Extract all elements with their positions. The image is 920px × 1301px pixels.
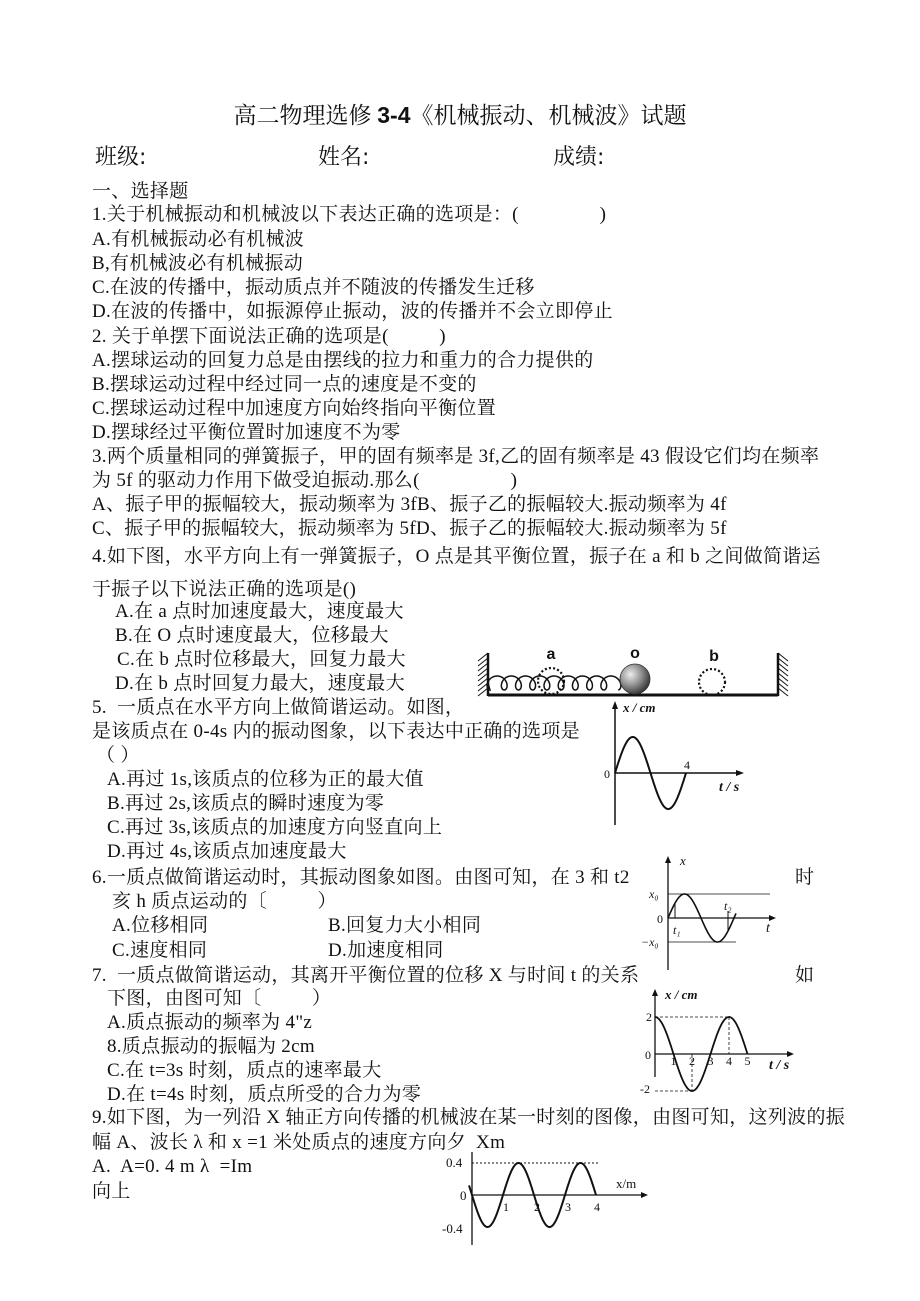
q4-stem-line-1: 4.如下图，水平方向上有一弹簧振子，O 点是其平衡位置，振子在 a 和 b 之间做简谐运 xyxy=(92,546,821,567)
q6-stem-line-2: 亥 h 质点运动的〔 ） xyxy=(112,891,337,912)
q5-option-d: D.再过 4s,该质点加速度最大 xyxy=(107,841,347,862)
x-axis-label: t / s xyxy=(769,1058,790,1073)
x-tick-label-2: 2 xyxy=(689,1054,695,1068)
q4-option-c: C.在 b 点时位移最大，回复力最大 xyxy=(117,649,406,670)
y-tick-label-zero: 0 xyxy=(460,1188,467,1203)
q1-option-b: B,有机械波必有机械振动 xyxy=(92,253,304,274)
q9-stem-line-2: 幅 A、波长 λ 和 x =1 米处质点的速度方向夕 Xm xyxy=(92,1132,506,1153)
amplitude-label-positive: x₀ xyxy=(649,887,659,901)
q7-option-b: 8.质点振动的振幅为 2cm xyxy=(107,1036,315,1057)
score-label: 成绩: xyxy=(553,145,605,170)
q1-option-c: C.在波的传播中，振动质点并不随波的传播发生迁移 xyxy=(92,277,535,298)
q4-option-b: B.在 O 点时速度最大，位移最大 xyxy=(115,625,389,646)
x-tick-label-1: 1 xyxy=(670,1054,677,1068)
x-tick-label-3: 3 xyxy=(565,1200,571,1214)
q2-option-a: A.摆球运动的回复力总是由摆线的拉力和重力的合力提供的 xyxy=(92,350,594,371)
q4-option-a: A.在 a 点时加速度最大，速度最大 xyxy=(115,601,404,622)
x-tick-label: 4 xyxy=(684,758,690,772)
title-prefix: 高二物理选修 xyxy=(233,103,378,128)
x-axis-label: t / s xyxy=(719,780,740,795)
q3-options-cd: C、振子甲的振幅较大，振动频率为 5fD、振子乙的振幅较大.振动频率为 5f xyxy=(92,518,727,539)
x-tick-label-4: 4 xyxy=(726,1054,732,1068)
x-tick-label-2: 2 xyxy=(534,1200,540,1214)
oscillator-ball xyxy=(620,664,650,694)
y-tick-label-min: -2 xyxy=(640,1082,650,1096)
x-axis-arrow xyxy=(787,1051,794,1057)
origin-label: 0 xyxy=(604,767,610,781)
q7-stem-tail: 如 xyxy=(795,965,815,986)
q6-option-a: A.位移相同 xyxy=(112,915,209,936)
y-tick-label-max: 2 xyxy=(646,1010,652,1024)
q5-option-a: A.再过 1s,该质点的位移为正的最大值 xyxy=(107,769,424,790)
q9-stem-line-1: 9.如下图，为一列沿 X 轴正方向传播的机械波在某一时刻的图像，由图可知，这列波的振 xyxy=(92,1107,846,1128)
y-axis-arrow xyxy=(612,701,618,709)
q7-vibration-graph xyxy=(632,985,798,1097)
q6-option-c: C.速度相同 xyxy=(112,940,208,961)
x-tick-label-4: 4 xyxy=(594,1200,600,1214)
q5-stem-line-2: 是该质点在 0-4s 内的振动图象，以下表达中正确的选项是 xyxy=(92,721,580,742)
label-b: b xyxy=(709,648,719,665)
q7-stem-line-2: 下图，由图可知〔 ） xyxy=(107,988,332,1009)
q9-option-a-cont: 向上 xyxy=(92,1181,131,1202)
x-tick-label-1: 1 xyxy=(503,1200,509,1214)
t1-label: t₁ xyxy=(673,923,681,937)
x-axis-arrow xyxy=(641,1192,648,1198)
q2-stem: 2. 关于单摆下面说法正确的选项是( ) xyxy=(92,326,446,347)
spring-oscillator-figure xyxy=(474,645,796,701)
y-axis-arrow xyxy=(652,989,658,996)
title-suffix: 《机械振动、机械波》试题 xyxy=(410,103,687,128)
q6-option-d: D.加速度相同 xyxy=(328,940,444,961)
q6-stem-tail: 时 xyxy=(795,867,815,888)
q9-wave-graph xyxy=(440,1150,652,1246)
x-axis-arrow xyxy=(769,915,776,921)
title-course-number: 3-4 xyxy=(377,102,411,128)
q4-option-d: D.在 b 点时回复力最大，速度最大 xyxy=(115,673,405,694)
x-tick-label-5: 5 xyxy=(744,1054,751,1068)
name-label: 姓名: xyxy=(318,145,370,170)
q5-option-b: B.再过 2s,该质点的瞬时速度为零 xyxy=(107,793,385,814)
q2-option-d: D.摆球经过平衡位置时加速度不为零 xyxy=(92,422,401,443)
label-a: a xyxy=(546,646,556,663)
q7-option-d: D.在 t=4s 时刻，质点所受的合力为零 xyxy=(107,1084,422,1105)
q7-option-a: A.质点振动的频率为 4"z xyxy=(107,1012,313,1033)
x-axis-label: x/m xyxy=(616,1176,637,1191)
page-title xyxy=(0,102,920,129)
q9-option-a: A. A=0. 4 m λ =Im xyxy=(92,1156,253,1177)
y-axis-label: x xyxy=(680,853,686,868)
y-axis-label: x / cm xyxy=(665,987,698,1002)
q2-option-b: B.摆球运动过程中经过同一点的速度是不变的 xyxy=(92,374,477,395)
q3-stem-line-2: 为 5f 的驱动力作用下做受迫振动.那么( ) xyxy=(92,470,518,491)
y-axis-arrow xyxy=(665,856,671,863)
q7-stem-line-1: 7. 一质点做简谐运动，其离开平衡位置的位移 X 与时间 t 的关系 xyxy=(92,965,640,986)
q1-stem: 1.关于机械振动和机械波以下表达正确的选项是：( ) xyxy=(92,204,607,225)
q4-stem-line-2: 于振子以下说法正确的选项是() xyxy=(92,579,357,600)
amplitude-label-negative: −x₀ xyxy=(641,935,659,949)
q3-stem-line-1: 3.两个质量相同的弹簧振子，甲的固有频率是 3f,乙的固有频率是 43 假设它们均在频率 xyxy=(92,446,820,467)
q5-option-c: C.再过 3s,该质点的加速度方向竖直向上 xyxy=(107,817,443,838)
t2-label: t₂ xyxy=(724,899,732,913)
q5-stem-line-1: 5. 一质点在水平方向上做简谐运动。如图， xyxy=(92,697,465,718)
y-tick-label-max: 0.4 xyxy=(446,1155,463,1170)
q2-option-c: C.摆球运动过程中加速度方向始终指向平衡位置 xyxy=(92,398,497,419)
x-tick-label-3: 3 xyxy=(707,1054,714,1068)
right-wall-hatching xyxy=(778,653,788,696)
y-tick-label-zero: 0 xyxy=(645,1048,651,1062)
origin-label: 0 xyxy=(657,912,663,926)
y-axis-label: x / cm xyxy=(623,700,656,715)
q5-vibration-graph xyxy=(600,698,750,828)
q6-vibration-graph xyxy=(640,853,780,973)
q6-option-b: B.回复力大小相同 xyxy=(328,915,482,936)
x-axis-arrow xyxy=(736,770,744,776)
q7-option-c: C.在 t=3s 时刻，质点的速率最大 xyxy=(107,1060,382,1081)
q1-option-a: A.有机械振动必有机械波 xyxy=(92,229,305,250)
position-b-marker xyxy=(699,669,725,695)
label-o: o xyxy=(630,645,640,662)
q6-stem-line-1: 6.一质点做简谐运动时，其振动图象如图。由图可知，在 3 和 t2 xyxy=(92,867,630,888)
class-label: 班级: xyxy=(95,145,147,170)
section-heading: 一、选择题 xyxy=(92,181,189,202)
spring-coil xyxy=(487,676,621,690)
y-tick-label-min: -0.4 xyxy=(442,1221,463,1236)
q5-answer-paren: （ ） xyxy=(96,745,140,766)
left-wall-hatching xyxy=(478,653,488,696)
q3-options-ab: A、振子甲的振幅较大，振动频率为 3fB、振子乙的振幅较大.振动频率为 4f xyxy=(92,494,727,515)
x-axis-label: t xyxy=(766,921,770,936)
q1-option-d: D.在波的传播中，如振源停止振动，波的传播并不会立即停止 xyxy=(92,301,613,322)
